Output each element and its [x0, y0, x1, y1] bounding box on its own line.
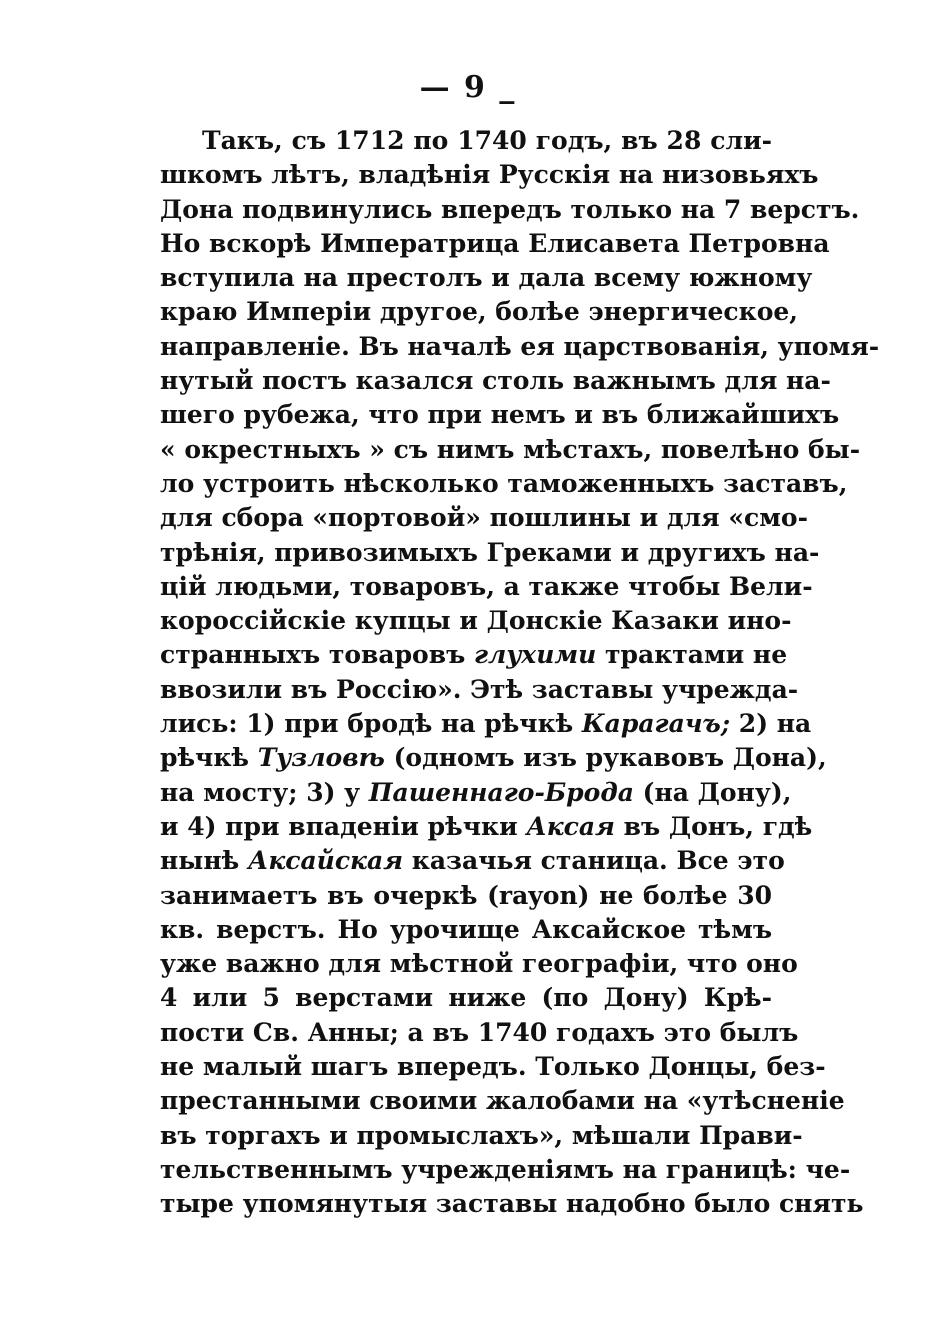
text-run: на мосту; 3) у [160, 777, 369, 807]
text-line [160, 1084, 845, 1118]
text-line [160, 1016, 799, 1050]
text-run: Дона подвинулись впередъ только на 7 верстъ. [160, 194, 860, 224]
text-line [160, 398, 840, 432]
text-run: нутый постъ казался столь важнымъ для на- [160, 366, 831, 396]
text-line [160, 158, 819, 192]
text-line [160, 261, 813, 295]
text-line [160, 227, 830, 261]
text-run: уже важно для мѣстной географіи, что оно [160, 949, 798, 979]
text-run: вступила на престолъ и дала всему южному [160, 263, 813, 293]
italic-term: Пашеннаго-Брода [368, 777, 634, 807]
italic-term: Тузловѣ [257, 743, 385, 773]
text-line [160, 844, 785, 878]
text-run: (одномъ изъ рукавовъ Дона), [384, 743, 827, 773]
italic-term: Аксая [526, 811, 615, 841]
text-line [160, 741, 827, 775]
text-line [160, 673, 799, 707]
text-run: короссійскіе купцы и Донскіе Казаки ино- [160, 606, 792, 636]
text-run: направленіе. Въ началѣ ея царствованія, упомя- [160, 331, 880, 361]
text-line [160, 124, 772, 158]
text-run: кв. верстъ. Но урочище Аксайское тѣмъ [160, 914, 772, 944]
text-line [160, 536, 820, 570]
text-line [160, 1119, 803, 1153]
text-run: 2) на [730, 709, 812, 739]
body-text [160, 124, 880, 1222]
text-run: въ Донъ, гдѣ [614, 811, 813, 841]
text-run: Но вскорѣ Императрица Елисавета Петровна [160, 228, 830, 258]
text-line [160, 981, 772, 1015]
text-line [160, 604, 792, 638]
text-line [160, 570, 813, 604]
text-line [160, 295, 798, 329]
italic-term: глухими [473, 640, 597, 670]
text-line [160, 810, 813, 844]
text-run: трактами не [596, 640, 788, 670]
text-line [160, 1153, 851, 1187]
text-run: лись: 1) при бродѣ на рѣчкѣ [160, 709, 582, 739]
italic-term: Карагачъ; [581, 709, 731, 739]
text-run: не малый шагъ впередъ. Только Донцы, без- [160, 1052, 826, 1082]
text-run: и 4) при впаденіи рѣчки [160, 811, 527, 841]
text-run: казачья станица. Все это [403, 846, 785, 876]
text-line [160, 879, 772, 913]
text-run: нынѣ [160, 846, 248, 876]
text-run: трѣнія, привозимыхъ Греками и другихъ на- [160, 537, 820, 567]
text-line [160, 364, 831, 398]
text-run: (на Дону), [633, 777, 792, 807]
text-run: краю Имперіи другое, болѣе энергическое, [160, 297, 798, 327]
text-line [160, 1187, 864, 1221]
text-line [160, 433, 861, 467]
text-line [160, 1050, 826, 1084]
text-run: шкомъ лѣтъ, владѣнія Русскія на низовьяхъ [160, 160, 819, 190]
text-line [160, 467, 848, 501]
text-run: пости Св. Анны; а въ 1740 годахъ это былъ [160, 1017, 799, 1047]
text-line [160, 947, 798, 981]
text-line [160, 707, 812, 741]
text-run: странныхъ товаровъ [160, 640, 474, 670]
text-run: тыре упомянутыя заставы надобно было снять [160, 1189, 864, 1219]
text-run: шего рубежа, что при немъ и въ ближайшихъ [160, 400, 840, 430]
text-line [160, 330, 880, 364]
text-line [160, 501, 808, 535]
text-run: рѣчкѣ [160, 743, 258, 773]
text-run: ло устроить нѣсколько таможенныхъ заставъ, [160, 468, 848, 498]
text-line [160, 913, 772, 947]
text-run: Такъ, съ 1712 по 1740 годъ, въ 28 сли- [202, 126, 772, 155]
page-number: — 9 _ [419, 70, 517, 105]
text-run: цій людьми, товаровъ, а также чтобы Вели- [160, 571, 813, 601]
text-run: для сбора «портовой» пошлины и для «смо- [160, 503, 808, 533]
text-line [160, 193, 860, 227]
text-run: тельственнымъ учрежденіямъ на границѣ: че- [160, 1154, 851, 1184]
text-line [160, 638, 788, 672]
text-run: занимаетъ въ очеркѣ (rayon) не болѣе 30 [160, 880, 772, 910]
text-line [160, 776, 792, 810]
text-run: « окрестныхъ » съ нимъ мѣстахъ, повелѣно бы- [160, 434, 861, 464]
italic-term: Аксайская [247, 846, 404, 876]
text-run: престанными своими жалобами на «утѣсненіе [160, 1086, 845, 1116]
text-run: въ торгахъ и промыслахъ», мѣшали Прави- [160, 1120, 803, 1150]
text-run: 4 или 5 верстами ниже (по Дону) Крѣ- [160, 983, 772, 1013]
text-run: ввозили въ Россію». Этѣ заставы учрежда- [160, 674, 799, 704]
